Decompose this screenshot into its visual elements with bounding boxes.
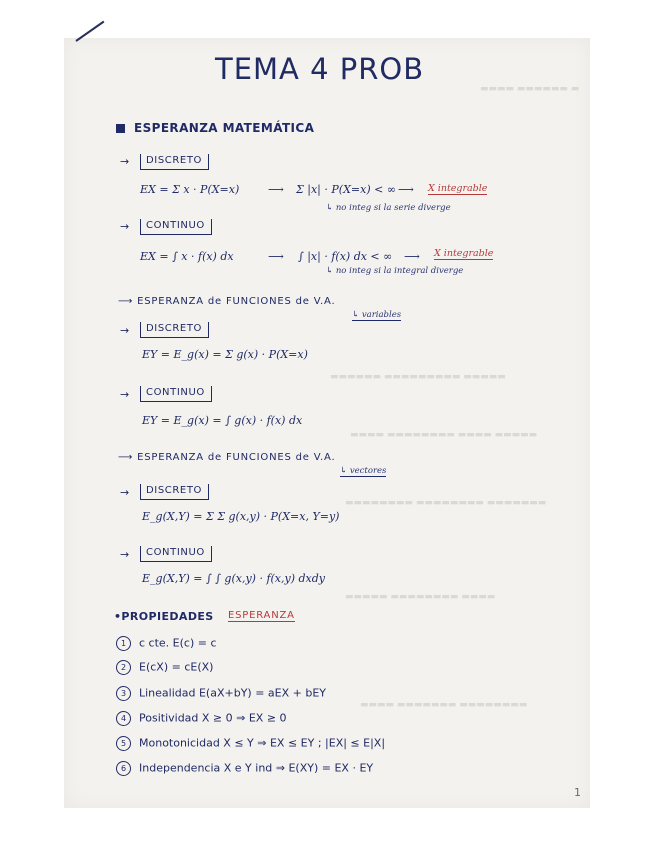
ghost-text: ▬▬▬▬ ▬▬▬▬▬▬▬ ▬▬▬▬▬▬▬▬	[360, 700, 528, 710]
funciones-va-discreto-formula: EY = E_g(x) = Σ g(x) · P(X=x)	[142, 348, 308, 361]
property-text: Positividad X ≥ 0 ⇒ EX ≥ 0	[139, 711, 287, 725]
arrow-icon: →	[120, 388, 130, 401]
arrow-icon: →	[120, 220, 130, 233]
ex-discreto-result: X integrable	[428, 183, 488, 194]
continuo-box: CONTINUO	[140, 219, 212, 235]
funciones-vectores-continuo-formula: E_g(X,Y) = ∫ ∫ g(x,y) · f(x,y) dxdy	[142, 572, 326, 585]
property-number: 6	[116, 761, 131, 776]
property-item	[116, 711, 287, 726]
ex-continuo-result: X integrable	[434, 248, 494, 259]
arrow-icon: →	[120, 155, 130, 168]
ex-continuo-formula: EX = ∫ x · f(x) dx	[140, 250, 234, 263]
property-text: Independencia X e Y ind ⇒ E(XY) = EX · EY	[139, 761, 374, 775]
page-title: TEMA 4 PROB	[215, 52, 425, 86]
property-text: Monotonicidad X ≤ Y ⇒ EX ≤ EY ; |EX| ≤ E|X|	[139, 736, 386, 750]
ghost-text: ▬▬▬▬▬ ▬▬▬▬▬▬▬▬ ▬▬▬▬	[345, 592, 496, 602]
property-item	[116, 660, 213, 675]
funciones-vectores-discreto-formula: E_g(X,Y) = Σ Σ g(x,y) · P(X=x, Y=y)	[142, 510, 340, 523]
property-number: 3	[116, 686, 131, 701]
discreto-box: DISCRETO	[140, 484, 209, 500]
ghost-text: ▬▬▬▬ ▬▬▬▬▬▬▬▬ ▬▬▬▬ ▬▬▬▬▬	[350, 430, 538, 440]
funciones-vectores-note: ↳ vectores	[340, 466, 387, 476]
ex-continuo-note: ↳ no integ si la integral diverge	[326, 266, 464, 276]
arrow-icon: ⟶	[268, 250, 284, 263]
continuo-box: CONTINUO	[140, 386, 212, 402]
property-number: 1	[116, 636, 131, 651]
ghost-text: ▬▬▬▬▬▬ ▬▬▬▬▬▬▬▬▬ ▬▬▬▬▬	[330, 372, 506, 382]
square-bullet-icon	[116, 124, 125, 133]
discreto-box: DISCRETO	[140, 322, 209, 338]
ex-continuo-condition: ∫ |x| · f(x) dx < ∞	[298, 250, 393, 263]
propiedades-heading: •PROPIEDADES	[114, 610, 214, 623]
property-number: 4	[116, 711, 131, 726]
discreto-box: DISCRETO	[140, 154, 209, 170]
ex-discreto-formula: EX = Σ x · P(X=x)	[140, 183, 240, 196]
funciones-va-heading: ⟶ ESPERANZA de FUNCIONES de V.A.	[118, 296, 336, 307]
main-heading: ESPERANZA MATEMÁTICA	[134, 121, 315, 135]
arrow-icon: ⟶	[268, 183, 284, 196]
funciones-vectores-heading: ⟶ ESPERANZA de FUNCIONES de V.A.	[118, 452, 336, 463]
propiedades-subheading: ESPERANZA	[228, 610, 295, 621]
continuo-box: CONTINUO	[140, 546, 212, 562]
property-text: c cte. E(c) = c	[139, 636, 217, 650]
ghost-text: ▬▬▬▬ ▬▬▬▬▬▬ ▬	[480, 84, 580, 94]
property-item	[116, 686, 326, 701]
funciones-va-continuo-formula: EY = E_g(x) = ∫ g(x) · f(x) dx	[142, 414, 303, 427]
property-text: E(cX) = cE(X)	[139, 660, 214, 674]
property-number: 2	[116, 660, 131, 675]
arrow-icon: →	[120, 324, 130, 337]
arrow-icon: →	[120, 486, 130, 499]
ghost-text: ▬▬▬▬▬▬▬▬ ▬▬▬▬▬▬▬▬ ▬▬▬▬▬▬▬	[345, 498, 547, 508]
property-item	[116, 636, 217, 651]
ex-discreto-condition: Σ |x| · P(X=x) < ∞	[296, 183, 396, 196]
arrow-icon: ⟶	[398, 183, 414, 196]
ex-discreto-note: ↳ no integ si la serie diverge	[326, 203, 451, 213]
funciones-va-note: ↳ variables	[352, 310, 402, 320]
property-item	[116, 761, 373, 776]
page-number: 1	[574, 786, 581, 799]
property-number: 5	[116, 736, 131, 751]
arrow-icon: ⟶	[404, 250, 420, 263]
property-item	[116, 736, 385, 751]
arrow-icon: →	[120, 548, 130, 561]
property-text: Linealidad E(aX+bY) = aEX + bEY	[139, 686, 327, 700]
